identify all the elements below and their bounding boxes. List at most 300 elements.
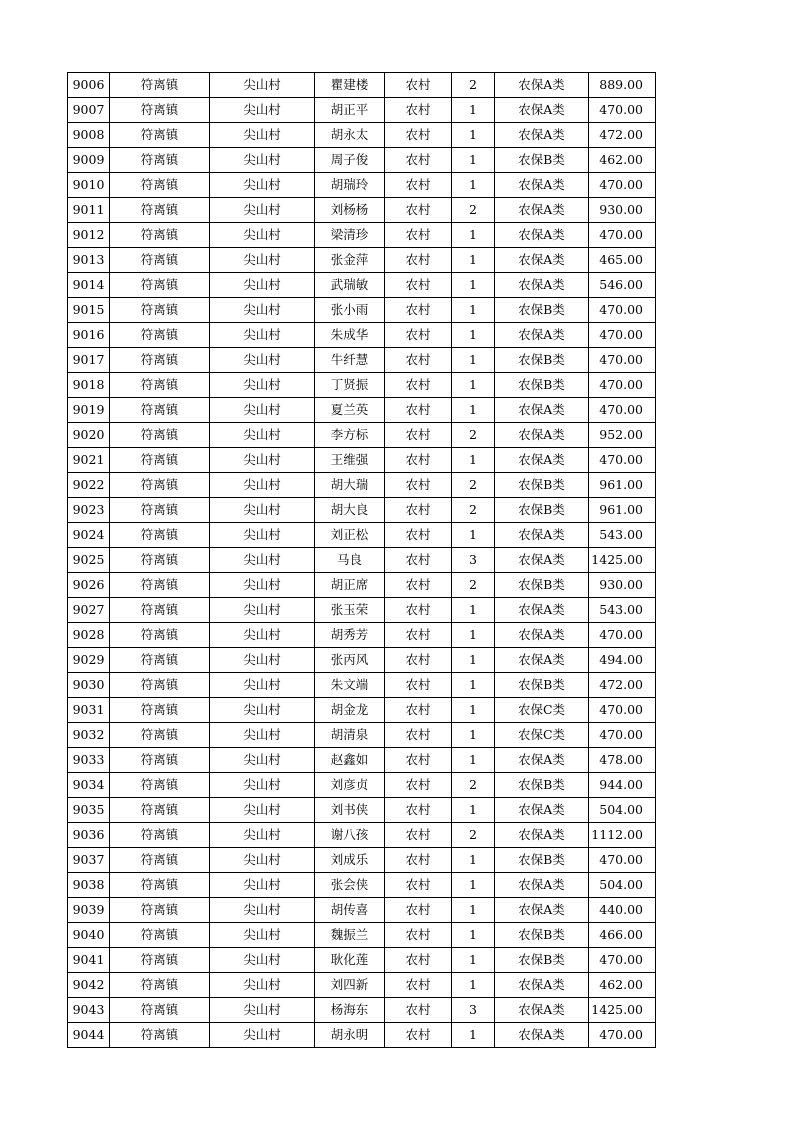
household-type-cell: 农村 — [385, 973, 452, 998]
town-cell: 符离镇 — [110, 723, 210, 748]
name-cell: 朱文端 — [315, 673, 385, 698]
amount-cell: 504.00 — [589, 873, 656, 898]
name-cell: 张丙风 — [315, 648, 385, 673]
table-row — [68, 548, 656, 573]
village-cell: 尖山村 — [210, 773, 315, 798]
record-id: 9044 — [68, 1023, 110, 1048]
insurance-category-cell: 农保A类 — [495, 648, 589, 673]
town-cell: 符离镇 — [110, 948, 210, 973]
table-row — [68, 898, 656, 923]
village-cell: 尖山村 — [210, 898, 315, 923]
record-id: 9021 — [68, 448, 110, 473]
person-count-cell: 2 — [452, 773, 495, 798]
village-cell: 尖山村 — [210, 748, 315, 773]
name-cell: 刘书侠 — [315, 798, 385, 823]
insurance-category-cell: 农保A类 — [495, 398, 589, 423]
village-cell: 尖山村 — [210, 823, 315, 848]
record-id: 9009 — [68, 148, 110, 173]
village-cell: 尖山村 — [210, 998, 315, 1023]
insurance-category-cell: 农保A类 — [495, 748, 589, 773]
insurance-category-cell: 农保A类 — [495, 823, 589, 848]
amount-cell: 470.00 — [589, 1023, 656, 1048]
table-row — [68, 173, 656, 198]
town-cell: 符离镇 — [110, 448, 210, 473]
amount-cell: 466.00 — [589, 923, 656, 948]
record-id: 9036 — [68, 823, 110, 848]
name-cell: 胡永明 — [315, 1023, 385, 1048]
name-cell: 张小雨 — [315, 298, 385, 323]
table-row — [68, 323, 656, 348]
town-cell: 符离镇 — [110, 498, 210, 523]
town-cell: 符离镇 — [110, 798, 210, 823]
name-cell: 王维强 — [315, 448, 385, 473]
record-id: 9033 — [68, 748, 110, 773]
village-cell: 尖山村 — [210, 323, 315, 348]
name-cell: 赵鑫如 — [315, 748, 385, 773]
record-id: 9018 — [68, 373, 110, 398]
village-cell: 尖山村 — [210, 298, 315, 323]
town-cell: 符离镇 — [110, 748, 210, 773]
amount-cell: 470.00 — [589, 448, 656, 473]
table-row — [68, 998, 656, 1023]
village-cell: 尖山村 — [210, 498, 315, 523]
table-row — [68, 123, 656, 148]
insurance-category-cell: 农保A类 — [495, 998, 589, 1023]
name-cell: 刘成乐 — [315, 848, 385, 873]
insurance-category-cell: 农保A类 — [495, 423, 589, 448]
village-cell: 尖山村 — [210, 423, 315, 448]
record-id: 9016 — [68, 323, 110, 348]
name-cell: 瞿建楼 — [315, 73, 385, 98]
insurance-category-cell: 农保A类 — [495, 173, 589, 198]
person-count-cell: 2 — [452, 73, 495, 98]
table-row — [68, 748, 656, 773]
name-cell: 丁贤振 — [315, 373, 385, 398]
person-count-cell: 1 — [452, 748, 495, 773]
person-count-cell: 1 — [452, 323, 495, 348]
amount-cell: 1112.00 — [589, 823, 656, 848]
name-cell: 胡传喜 — [315, 898, 385, 923]
amount-cell: 462.00 — [589, 148, 656, 173]
amount-cell: 470.00 — [589, 98, 656, 123]
table-row — [68, 473, 656, 498]
town-cell: 符离镇 — [110, 898, 210, 923]
amount-cell: 952.00 — [589, 423, 656, 448]
record-id: 9037 — [68, 848, 110, 873]
town-cell: 符离镇 — [110, 598, 210, 623]
insurance-category-cell: 农保B类 — [495, 673, 589, 698]
village-cell: 尖山村 — [210, 573, 315, 598]
person-count-cell: 1 — [452, 98, 495, 123]
table-row — [68, 573, 656, 598]
record-id: 9012 — [68, 223, 110, 248]
village-cell: 尖山村 — [210, 273, 315, 298]
record-id: 9034 — [68, 773, 110, 798]
name-cell: 李方标 — [315, 423, 385, 448]
name-cell: 胡正席 — [315, 573, 385, 598]
household-type-cell: 农村 — [385, 448, 452, 473]
town-cell: 符离镇 — [110, 673, 210, 698]
record-id: 9023 — [68, 498, 110, 523]
amount-cell: 470.00 — [589, 848, 656, 873]
name-cell: 牛纤慧 — [315, 348, 385, 373]
town-cell: 符离镇 — [110, 698, 210, 723]
record-id: 9015 — [68, 298, 110, 323]
household-type-cell: 农村 — [385, 648, 452, 673]
name-cell: 梁清珍 — [315, 223, 385, 248]
person-count-cell: 1 — [452, 1023, 495, 1048]
insurance-category-cell: 农保A类 — [495, 523, 589, 548]
name-cell: 夏兰英 — [315, 398, 385, 423]
table-row — [68, 148, 656, 173]
insurance-category-cell: 农保A类 — [495, 973, 589, 998]
town-cell: 符离镇 — [110, 873, 210, 898]
person-count-cell: 1 — [452, 698, 495, 723]
town-cell: 符离镇 — [110, 198, 210, 223]
record-id: 9025 — [68, 548, 110, 573]
table-row — [68, 798, 656, 823]
table-row — [68, 273, 656, 298]
person-count-cell: 1 — [452, 623, 495, 648]
data-table — [67, 72, 656, 1048]
amount-cell: 470.00 — [589, 623, 656, 648]
table-row — [68, 648, 656, 673]
insurance-category-cell: 农保A类 — [495, 598, 589, 623]
household-type-cell: 农村 — [385, 748, 452, 773]
person-count-cell: 1 — [452, 973, 495, 998]
village-cell: 尖山村 — [210, 673, 315, 698]
table-row — [68, 348, 656, 373]
person-count-cell: 1 — [452, 448, 495, 473]
person-count-cell: 2 — [452, 473, 495, 498]
record-id: 9007 — [68, 98, 110, 123]
person-count-cell: 1 — [452, 898, 495, 923]
town-cell: 符离镇 — [110, 548, 210, 573]
name-cell: 刘正松 — [315, 523, 385, 548]
name-cell: 张金萍 — [315, 248, 385, 273]
town-cell: 符离镇 — [110, 73, 210, 98]
insurance-category-cell: 农保A类 — [495, 1023, 589, 1048]
town-cell: 符离镇 — [110, 148, 210, 173]
village-cell: 尖山村 — [210, 923, 315, 948]
insurance-category-cell: 农保A类 — [495, 548, 589, 573]
amount-cell: 472.00 — [589, 123, 656, 148]
person-count-cell: 1 — [452, 848, 495, 873]
insurance-category-cell: 农保A类 — [495, 623, 589, 648]
town-cell: 符离镇 — [110, 998, 210, 1023]
household-type-cell: 农村 — [385, 198, 452, 223]
name-cell: 张会侠 — [315, 873, 385, 898]
amount-cell: 961.00 — [589, 473, 656, 498]
person-count-cell: 1 — [452, 273, 495, 298]
name-cell: 胡正平 — [315, 98, 385, 123]
village-cell: 尖山村 — [210, 448, 315, 473]
amount-cell: 546.00 — [589, 273, 656, 298]
village-cell: 尖山村 — [210, 648, 315, 673]
person-count-cell: 2 — [452, 423, 495, 448]
household-type-cell: 农村 — [385, 348, 452, 373]
insurance-category-cell: 农保A类 — [495, 273, 589, 298]
village-cell: 尖山村 — [210, 948, 315, 973]
amount-cell: 543.00 — [589, 523, 656, 548]
amount-cell: 470.00 — [589, 323, 656, 348]
village-cell: 尖山村 — [210, 198, 315, 223]
amount-cell: 494.00 — [589, 648, 656, 673]
amount-cell: 504.00 — [589, 798, 656, 823]
household-type-cell: 农村 — [385, 548, 452, 573]
person-count-cell: 3 — [452, 548, 495, 573]
village-cell: 尖山村 — [210, 1023, 315, 1048]
name-cell: 胡大瑞 — [315, 473, 385, 498]
household-type-cell: 农村 — [385, 848, 452, 873]
record-id: 9019 — [68, 398, 110, 423]
record-id: 9017 — [68, 348, 110, 373]
town-cell: 符离镇 — [110, 223, 210, 248]
town-cell: 符离镇 — [110, 1023, 210, 1048]
household-type-cell: 农村 — [385, 623, 452, 648]
table-row — [68, 673, 656, 698]
person-count-cell: 2 — [452, 498, 495, 523]
insurance-category-cell: 农保B类 — [495, 573, 589, 598]
name-cell: 朱成华 — [315, 323, 385, 348]
table-row — [68, 523, 656, 548]
town-cell: 符离镇 — [110, 273, 210, 298]
village-cell: 尖山村 — [210, 973, 315, 998]
insurance-category-cell: 农保A类 — [495, 898, 589, 923]
record-id: 9038 — [68, 873, 110, 898]
household-type-cell: 农村 — [385, 773, 452, 798]
insurance-category-cell: 农保B类 — [495, 923, 589, 948]
record-id: 9006 — [68, 73, 110, 98]
table-row — [68, 423, 656, 448]
insurance-category-cell: 农保B类 — [495, 473, 589, 498]
household-type-cell: 农村 — [385, 673, 452, 698]
amount-cell: 470.00 — [589, 348, 656, 373]
amount-cell: 440.00 — [589, 898, 656, 923]
amount-cell: 930.00 — [589, 573, 656, 598]
table-row — [68, 873, 656, 898]
household-type-cell: 农村 — [385, 698, 452, 723]
insurance-category-cell: 农保A类 — [495, 73, 589, 98]
household-type-cell: 农村 — [385, 423, 452, 448]
household-type-cell: 农村 — [385, 323, 452, 348]
amount-cell: 1425.00 — [589, 998, 656, 1023]
household-type-cell: 农村 — [385, 598, 452, 623]
record-id: 9027 — [68, 598, 110, 623]
record-id: 9028 — [68, 623, 110, 648]
table-body — [68, 73, 656, 1048]
town-cell: 符离镇 — [110, 98, 210, 123]
town-cell: 符离镇 — [110, 323, 210, 348]
name-cell: 刘彦贞 — [315, 773, 385, 798]
name-cell: 武瑞敏 — [315, 273, 385, 298]
table-row — [68, 623, 656, 648]
household-type-cell: 农村 — [385, 223, 452, 248]
table-row — [68, 398, 656, 423]
town-cell: 符离镇 — [110, 123, 210, 148]
household-type-cell: 农村 — [385, 273, 452, 298]
person-count-cell: 1 — [452, 373, 495, 398]
amount-cell: 465.00 — [589, 248, 656, 273]
amount-cell: 470.00 — [589, 398, 656, 423]
insurance-category-cell: 农保A类 — [495, 798, 589, 823]
person-count-cell: 1 — [452, 523, 495, 548]
household-type-cell: 农村 — [385, 573, 452, 598]
record-id: 9039 — [68, 898, 110, 923]
household-type-cell: 农村 — [385, 373, 452, 398]
household-type-cell: 农村 — [385, 148, 452, 173]
village-cell: 尖山村 — [210, 98, 315, 123]
insurance-category-cell: 农保A类 — [495, 123, 589, 148]
insurance-category-cell: 农保A类 — [495, 323, 589, 348]
person-count-cell: 1 — [452, 723, 495, 748]
record-id: 9043 — [68, 998, 110, 1023]
village-cell: 尖山村 — [210, 373, 315, 398]
person-count-cell: 1 — [452, 648, 495, 673]
amount-cell: 944.00 — [589, 773, 656, 798]
person-count-cell: 1 — [452, 123, 495, 148]
village-cell: 尖山村 — [210, 148, 315, 173]
household-type-cell: 农村 — [385, 1023, 452, 1048]
amount-cell: 478.00 — [589, 748, 656, 773]
table-row — [68, 723, 656, 748]
person-count-cell: 1 — [452, 223, 495, 248]
amount-cell: 470.00 — [589, 723, 656, 748]
person-count-cell: 1 — [452, 398, 495, 423]
record-id: 9011 — [68, 198, 110, 223]
amount-cell: 1425.00 — [589, 548, 656, 573]
town-cell: 符离镇 — [110, 473, 210, 498]
person-count-cell: 1 — [452, 298, 495, 323]
insurance-category-cell: 农保B类 — [495, 348, 589, 373]
person-count-cell: 1 — [452, 798, 495, 823]
household-type-cell: 农村 — [385, 798, 452, 823]
person-count-cell: 1 — [452, 948, 495, 973]
record-id: 9026 — [68, 573, 110, 598]
household-type-cell: 农村 — [385, 498, 452, 523]
household-type-cell: 农村 — [385, 398, 452, 423]
name-cell: 谢八孩 — [315, 823, 385, 848]
person-count-cell: 2 — [452, 823, 495, 848]
amount-cell: 961.00 — [589, 498, 656, 523]
table-row — [68, 773, 656, 798]
record-id: 9013 — [68, 248, 110, 273]
name-cell: 刘杨杨 — [315, 198, 385, 223]
insurance-category-cell: 农保B类 — [495, 498, 589, 523]
household-type-cell: 农村 — [385, 923, 452, 948]
table-row — [68, 948, 656, 973]
village-cell: 尖山村 — [210, 123, 315, 148]
name-cell: 耿化莲 — [315, 948, 385, 973]
village-cell: 尖山村 — [210, 523, 315, 548]
table-row — [68, 973, 656, 998]
amount-cell: 470.00 — [589, 373, 656, 398]
amount-cell: 462.00 — [589, 973, 656, 998]
village-cell: 尖山村 — [210, 348, 315, 373]
table-row — [68, 98, 656, 123]
table-row — [68, 698, 656, 723]
insurance-category-cell: 农保B类 — [495, 298, 589, 323]
insurance-category-cell: 农保A类 — [495, 198, 589, 223]
village-cell: 尖山村 — [210, 598, 315, 623]
insurance-category-cell: 农保A类 — [495, 448, 589, 473]
name-cell: 周子俊 — [315, 148, 385, 173]
table-row — [68, 598, 656, 623]
household-type-cell: 农村 — [385, 873, 452, 898]
amount-cell: 470.00 — [589, 948, 656, 973]
name-cell: 胡瑞玲 — [315, 173, 385, 198]
person-count-cell: 1 — [452, 148, 495, 173]
person-count-cell: 1 — [452, 248, 495, 273]
insurance-category-cell: 农保B类 — [495, 148, 589, 173]
insurance-category-cell: 农保B类 — [495, 948, 589, 973]
name-cell: 胡金龙 — [315, 698, 385, 723]
insurance-category-cell: 农保A类 — [495, 223, 589, 248]
record-id: 9031 — [68, 698, 110, 723]
table-row — [68, 73, 656, 98]
insurance-category-cell: 农保A类 — [495, 873, 589, 898]
name-cell: 胡大良 — [315, 498, 385, 523]
town-cell: 符离镇 — [110, 348, 210, 373]
amount-cell: 470.00 — [589, 298, 656, 323]
household-type-cell: 农村 — [385, 73, 452, 98]
table-row — [68, 373, 656, 398]
amount-cell: 470.00 — [589, 173, 656, 198]
village-cell: 尖山村 — [210, 248, 315, 273]
household-type-cell: 农村 — [385, 948, 452, 973]
name-cell: 胡永太 — [315, 123, 385, 148]
town-cell: 符离镇 — [110, 648, 210, 673]
record-id: 9032 — [68, 723, 110, 748]
name-cell: 杨海东 — [315, 998, 385, 1023]
town-cell: 符离镇 — [110, 848, 210, 873]
name-cell: 胡清泉 — [315, 723, 385, 748]
insurance-category-cell: 农保B类 — [495, 848, 589, 873]
village-cell: 尖山村 — [210, 73, 315, 98]
village-cell: 尖山村 — [210, 223, 315, 248]
record-id: 9020 — [68, 423, 110, 448]
record-id: 9010 — [68, 173, 110, 198]
insurance-category-cell: 农保B类 — [495, 373, 589, 398]
table-row — [68, 448, 656, 473]
village-cell: 尖山村 — [210, 798, 315, 823]
table-row — [68, 1023, 656, 1048]
household-type-cell: 农村 — [385, 898, 452, 923]
village-cell: 尖山村 — [210, 548, 315, 573]
household-type-cell: 农村 — [385, 473, 452, 498]
town-cell: 符离镇 — [110, 423, 210, 448]
town-cell: 符离镇 — [110, 298, 210, 323]
table-row — [68, 223, 656, 248]
record-id: 9035 — [68, 798, 110, 823]
town-cell: 符离镇 — [110, 248, 210, 273]
table-row — [68, 198, 656, 223]
village-cell: 尖山村 — [210, 873, 315, 898]
insurance-category-cell: 农保C类 — [495, 698, 589, 723]
household-type-cell: 农村 — [385, 723, 452, 748]
name-cell: 刘四新 — [315, 973, 385, 998]
household-type-cell: 农村 — [385, 248, 452, 273]
record-id: 9040 — [68, 923, 110, 948]
table-row — [68, 498, 656, 523]
household-type-cell: 农村 — [385, 823, 452, 848]
village-cell: 尖山村 — [210, 398, 315, 423]
town-cell: 符离镇 — [110, 173, 210, 198]
household-type-cell: 农村 — [385, 998, 452, 1023]
person-count-cell: 1 — [452, 873, 495, 898]
record-id: 9029 — [68, 648, 110, 673]
town-cell: 符离镇 — [110, 623, 210, 648]
